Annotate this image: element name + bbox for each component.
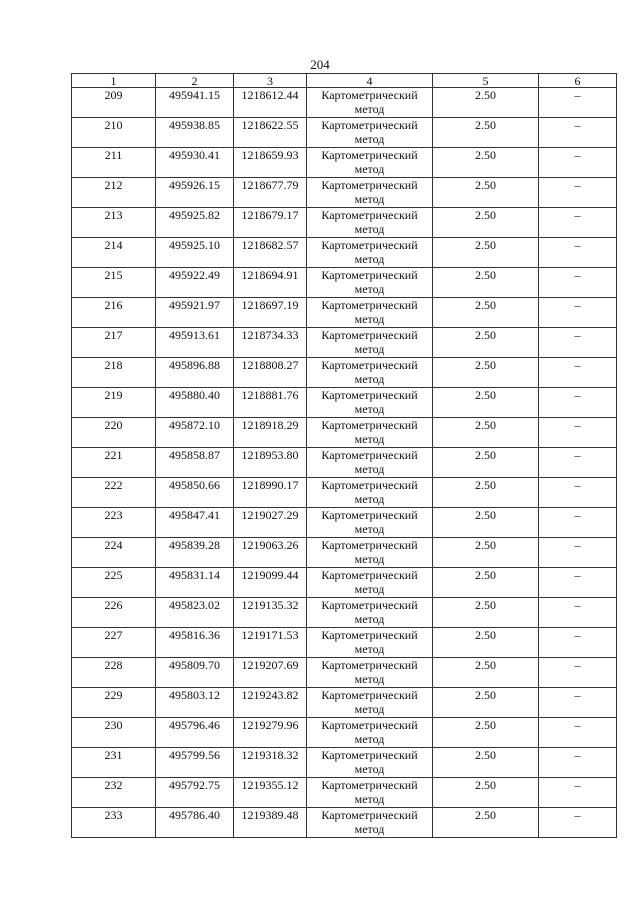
method-cell bbox=[307, 568, 433, 598]
note-cell: – bbox=[539, 178, 617, 208]
point-number-cell: 216 bbox=[72, 298, 156, 328]
y-coordinate-cell: 1218679.17 bbox=[234, 208, 307, 238]
method-cell bbox=[307, 658, 433, 688]
note-cell: – bbox=[539, 388, 617, 418]
method-cell bbox=[307, 688, 433, 718]
method-line-1: Картометрический bbox=[321, 778, 418, 792]
method-cell bbox=[307, 748, 433, 778]
y-coordinate-cell: 1219099.44 bbox=[234, 568, 307, 598]
method-line-1: Картометрический bbox=[321, 88, 418, 102]
note-cell: – bbox=[539, 448, 617, 478]
method-cell bbox=[307, 478, 433, 508]
y-coordinate-cell: 1218953.80 bbox=[234, 448, 307, 478]
precision-cell: 2.50 bbox=[433, 148, 539, 178]
method-line-2: метод bbox=[354, 282, 385, 296]
note-cell: – bbox=[539, 148, 617, 178]
y-coordinate-cell: 1219318.32 bbox=[234, 748, 307, 778]
method-line-1: Картометрический bbox=[321, 568, 418, 582]
coordinates-table bbox=[71, 73, 617, 838]
method-line-1: Картометрический bbox=[321, 148, 418, 162]
y-coordinate-cell: 1219355.12 bbox=[234, 778, 307, 808]
point-number-cell: 220 bbox=[72, 418, 156, 448]
x-coordinate-cell: 495880.40 bbox=[156, 388, 234, 418]
method-line-1: Картометрический bbox=[321, 178, 418, 192]
y-coordinate-cell: 1219279.96 bbox=[234, 718, 307, 748]
method-line-1: Картометрический bbox=[321, 208, 418, 222]
y-coordinate-cell: 1219171.53 bbox=[234, 628, 307, 658]
table-row bbox=[72, 538, 617, 568]
x-coordinate-cell: 495850.66 bbox=[156, 478, 234, 508]
method-line-1: Картометрический bbox=[321, 538, 418, 552]
precision-cell: 2.50 bbox=[433, 808, 539, 838]
point-number-cell: 212 bbox=[72, 178, 156, 208]
point-number-cell: 217 bbox=[72, 328, 156, 358]
x-coordinate-cell: 495896.88 bbox=[156, 358, 234, 388]
column-header: 4 bbox=[307, 74, 433, 88]
method-line-2: метод bbox=[354, 192, 385, 206]
method-cell bbox=[307, 598, 433, 628]
method-cell bbox=[307, 178, 433, 208]
page-number: 204 bbox=[310, 57, 330, 72]
point-number-cell: 233 bbox=[72, 808, 156, 838]
method-line-2: метод bbox=[354, 222, 385, 236]
precision-cell: 2.50 bbox=[433, 478, 539, 508]
y-coordinate-cell: 1218677.79 bbox=[234, 178, 307, 208]
point-number-cell: 218 bbox=[72, 358, 156, 388]
precision-cell: 2.50 bbox=[433, 118, 539, 148]
x-coordinate-cell: 495786.40 bbox=[156, 808, 234, 838]
point-number-cell: 226 bbox=[72, 598, 156, 628]
y-coordinate-cell: 1218659.93 bbox=[234, 148, 307, 178]
precision-cell: 2.50 bbox=[433, 688, 539, 718]
method-line-1: Картометрический bbox=[321, 478, 418, 492]
table-row bbox=[72, 508, 617, 538]
method-cell bbox=[307, 508, 433, 538]
point-number-cell: 232 bbox=[72, 778, 156, 808]
method-line-2: метод bbox=[354, 372, 385, 386]
method-cell bbox=[307, 328, 433, 358]
precision-cell: 2.50 bbox=[433, 88, 539, 118]
precision-cell: 2.50 bbox=[433, 718, 539, 748]
note-cell: – bbox=[539, 718, 617, 748]
precision-cell: 2.50 bbox=[433, 538, 539, 568]
method-line-2: метод bbox=[354, 672, 385, 686]
x-coordinate-cell: 495926.15 bbox=[156, 178, 234, 208]
x-coordinate-cell: 495930.41 bbox=[156, 148, 234, 178]
method-line-1: Картометрический bbox=[321, 598, 418, 612]
table-row bbox=[72, 178, 617, 208]
y-coordinate-cell: 1219063.26 bbox=[234, 538, 307, 568]
point-number-cell: 225 bbox=[72, 568, 156, 598]
column-header: 3 bbox=[234, 74, 307, 88]
point-number-cell: 228 bbox=[72, 658, 156, 688]
y-coordinate-cell: 1218990.17 bbox=[234, 478, 307, 508]
precision-cell: 2.50 bbox=[433, 328, 539, 358]
method-line-2: метод bbox=[354, 762, 385, 776]
x-coordinate-cell: 495823.02 bbox=[156, 598, 234, 628]
x-coordinate-cell: 495925.10 bbox=[156, 238, 234, 268]
y-coordinate-cell: 1219135.32 bbox=[234, 598, 307, 628]
method-line-2: метод bbox=[354, 702, 385, 716]
method-line-2: метод bbox=[354, 162, 385, 176]
method-line-2: метод bbox=[354, 792, 385, 806]
y-coordinate-cell: 1218612.44 bbox=[234, 88, 307, 118]
point-number-cell: 209 bbox=[72, 88, 156, 118]
method-line-2: метод bbox=[354, 822, 385, 836]
y-coordinate-cell: 1218918.29 bbox=[234, 418, 307, 448]
precision-cell: 2.50 bbox=[433, 508, 539, 538]
table-row bbox=[72, 208, 617, 238]
note-cell: – bbox=[539, 328, 617, 358]
method-line-1: Картометрический bbox=[321, 328, 418, 342]
table-row bbox=[72, 478, 617, 508]
point-number-cell: 219 bbox=[72, 388, 156, 418]
x-coordinate-cell: 495816.36 bbox=[156, 628, 234, 658]
precision-cell: 2.50 bbox=[433, 628, 539, 658]
note-cell: – bbox=[539, 748, 617, 778]
precision-cell: 2.50 bbox=[433, 778, 539, 808]
method-line-2: метод bbox=[354, 552, 385, 566]
method-line-1: Картометрический bbox=[321, 238, 418, 252]
x-coordinate-cell: 495921.97 bbox=[156, 298, 234, 328]
table-body bbox=[72, 88, 617, 838]
precision-cell: 2.50 bbox=[433, 388, 539, 418]
y-coordinate-cell: 1219243.82 bbox=[234, 688, 307, 718]
method-cell bbox=[307, 448, 433, 478]
note-cell: – bbox=[539, 238, 617, 268]
y-coordinate-cell: 1218808.27 bbox=[234, 358, 307, 388]
note-cell: – bbox=[539, 268, 617, 298]
method-line-1: Картометрический bbox=[321, 358, 418, 372]
y-coordinate-cell: 1219027.29 bbox=[234, 508, 307, 538]
method-cell bbox=[307, 268, 433, 298]
y-coordinate-cell: 1219389.48 bbox=[234, 808, 307, 838]
method-cell bbox=[307, 718, 433, 748]
header-row bbox=[72, 74, 617, 88]
method-line-1: Картометрический bbox=[321, 268, 418, 282]
x-coordinate-cell: 495809.70 bbox=[156, 658, 234, 688]
method-line-1: Картометрический bbox=[321, 718, 418, 732]
point-number-cell: 215 bbox=[72, 268, 156, 298]
precision-cell: 2.50 bbox=[433, 268, 539, 298]
y-coordinate-cell: 1218622.55 bbox=[234, 118, 307, 148]
method-line-1: Картометрический bbox=[321, 298, 418, 312]
point-number-cell: 229 bbox=[72, 688, 156, 718]
precision-cell: 2.50 bbox=[433, 448, 539, 478]
point-number-cell: 230 bbox=[72, 718, 156, 748]
table-row bbox=[72, 448, 617, 478]
x-coordinate-cell: 495796.46 bbox=[156, 718, 234, 748]
table-row bbox=[72, 568, 617, 598]
y-coordinate-cell: 1218694.91 bbox=[234, 268, 307, 298]
method-line-2: метод bbox=[354, 432, 385, 446]
table-row bbox=[72, 418, 617, 448]
x-coordinate-cell: 495847.41 bbox=[156, 508, 234, 538]
method-line-2: метод bbox=[354, 642, 385, 656]
x-coordinate-cell: 495799.56 bbox=[156, 748, 234, 778]
point-number-cell: 222 bbox=[72, 478, 156, 508]
column-header: 2 bbox=[156, 74, 234, 88]
precision-cell: 2.50 bbox=[433, 298, 539, 328]
y-coordinate-cell: 1219207.69 bbox=[234, 658, 307, 688]
x-coordinate-cell: 495803.12 bbox=[156, 688, 234, 718]
precision-cell: 2.50 bbox=[433, 208, 539, 238]
table-row bbox=[72, 268, 617, 298]
x-coordinate-cell: 495792.75 bbox=[156, 778, 234, 808]
method-cell bbox=[307, 88, 433, 118]
table-row bbox=[72, 628, 617, 658]
note-cell: – bbox=[539, 358, 617, 388]
x-coordinate-cell: 495872.10 bbox=[156, 418, 234, 448]
note-cell: – bbox=[539, 298, 617, 328]
method-line-2: метод bbox=[354, 102, 385, 116]
table-row bbox=[72, 778, 617, 808]
table-row bbox=[72, 88, 617, 118]
method-line-1: Картометрический bbox=[321, 508, 418, 522]
precision-cell: 2.50 bbox=[433, 418, 539, 448]
y-coordinate-cell: 1218881.76 bbox=[234, 388, 307, 418]
x-coordinate-cell: 495839.28 bbox=[156, 538, 234, 568]
column-header: 1 bbox=[72, 74, 156, 88]
method-cell bbox=[307, 418, 433, 448]
method-cell bbox=[307, 538, 433, 568]
x-coordinate-cell: 495938.85 bbox=[156, 118, 234, 148]
method-line-2: метод bbox=[354, 342, 385, 356]
table-row bbox=[72, 328, 617, 358]
method-line-2: метод bbox=[354, 252, 385, 266]
note-cell: – bbox=[539, 88, 617, 118]
method-line-1: Картометрический bbox=[321, 658, 418, 672]
note-cell: – bbox=[539, 508, 617, 538]
method-line-2: метод bbox=[354, 732, 385, 746]
note-cell: – bbox=[539, 658, 617, 688]
precision-cell: 2.50 bbox=[433, 568, 539, 598]
point-number-cell: 224 bbox=[72, 538, 156, 568]
method-cell bbox=[307, 388, 433, 418]
note-cell: – bbox=[539, 478, 617, 508]
method-line-2: метод bbox=[354, 132, 385, 146]
precision-cell: 2.50 bbox=[433, 598, 539, 628]
column-header: 6 bbox=[539, 74, 617, 88]
point-number-cell: 211 bbox=[72, 148, 156, 178]
x-coordinate-cell: 495913.61 bbox=[156, 328, 234, 358]
method-cell bbox=[307, 358, 433, 388]
method-cell bbox=[307, 208, 433, 238]
precision-cell: 2.50 bbox=[433, 658, 539, 688]
point-number-cell: 231 bbox=[72, 748, 156, 778]
column-header: 5 bbox=[433, 74, 539, 88]
table-row bbox=[72, 598, 617, 628]
method-cell bbox=[307, 808, 433, 838]
point-number-cell: 213 bbox=[72, 208, 156, 238]
method-cell bbox=[307, 148, 433, 178]
table-row bbox=[72, 688, 617, 718]
note-cell: – bbox=[539, 598, 617, 628]
method-cell bbox=[307, 778, 433, 808]
precision-cell: 2.50 bbox=[433, 238, 539, 268]
table-row bbox=[72, 808, 617, 838]
y-coordinate-cell: 1218734.33 bbox=[234, 328, 307, 358]
table-row bbox=[72, 748, 617, 778]
note-cell: – bbox=[539, 808, 617, 838]
method-line-1: Картометрический bbox=[321, 118, 418, 132]
precision-cell: 2.50 bbox=[433, 178, 539, 208]
method-line-2: метод bbox=[354, 402, 385, 416]
x-coordinate-cell: 495941.15 bbox=[156, 88, 234, 118]
precision-cell: 2.50 bbox=[433, 748, 539, 778]
method-cell bbox=[307, 628, 433, 658]
table-row bbox=[72, 658, 617, 688]
note-cell: – bbox=[539, 118, 617, 148]
table-row bbox=[72, 298, 617, 328]
table-row bbox=[72, 238, 617, 268]
note-cell: – bbox=[539, 208, 617, 238]
point-number-cell: 214 bbox=[72, 238, 156, 268]
method-line-1: Картометрический bbox=[321, 748, 418, 762]
method-line-2: метод bbox=[354, 612, 385, 626]
method-line-1: Картометрический bbox=[321, 448, 418, 462]
table-row bbox=[72, 118, 617, 148]
table-row bbox=[72, 388, 617, 418]
method-line-1: Картометрический bbox=[321, 388, 418, 402]
table-row bbox=[72, 148, 617, 178]
method-line-2: метод bbox=[354, 492, 385, 506]
point-number-cell: 210 bbox=[72, 118, 156, 148]
method-cell bbox=[307, 238, 433, 268]
point-number-cell: 221 bbox=[72, 448, 156, 478]
table-row bbox=[72, 718, 617, 748]
y-coordinate-cell: 1218697.19 bbox=[234, 298, 307, 328]
note-cell: – bbox=[539, 628, 617, 658]
note-cell: – bbox=[539, 568, 617, 598]
y-coordinate-cell: 1218682.57 bbox=[234, 238, 307, 268]
method-line-1: Картометрический bbox=[321, 628, 418, 642]
point-number-cell: 227 bbox=[72, 628, 156, 658]
table-row bbox=[72, 358, 617, 388]
method-line-2: метод bbox=[354, 522, 385, 536]
method-line-1: Картометрический bbox=[321, 418, 418, 432]
note-cell: – bbox=[539, 538, 617, 568]
note-cell: – bbox=[539, 688, 617, 718]
x-coordinate-cell: 495922.49 bbox=[156, 268, 234, 298]
method-cell bbox=[307, 298, 433, 328]
method-line-2: метод bbox=[354, 462, 385, 476]
method-line-2: метод bbox=[354, 312, 385, 326]
method-cell bbox=[307, 118, 433, 148]
note-cell: – bbox=[539, 418, 617, 448]
x-coordinate-cell: 495925.82 bbox=[156, 208, 234, 238]
method-line-1: Картометрический bbox=[321, 808, 418, 822]
method-line-2: метод bbox=[354, 582, 385, 596]
precision-cell: 2.50 bbox=[433, 358, 539, 388]
point-number-cell: 223 bbox=[72, 508, 156, 538]
method-line-1: Картометрический bbox=[321, 688, 418, 702]
x-coordinate-cell: 495831.14 bbox=[156, 568, 234, 598]
x-coordinate-cell: 495858.87 bbox=[156, 448, 234, 478]
note-cell: – bbox=[539, 778, 617, 808]
